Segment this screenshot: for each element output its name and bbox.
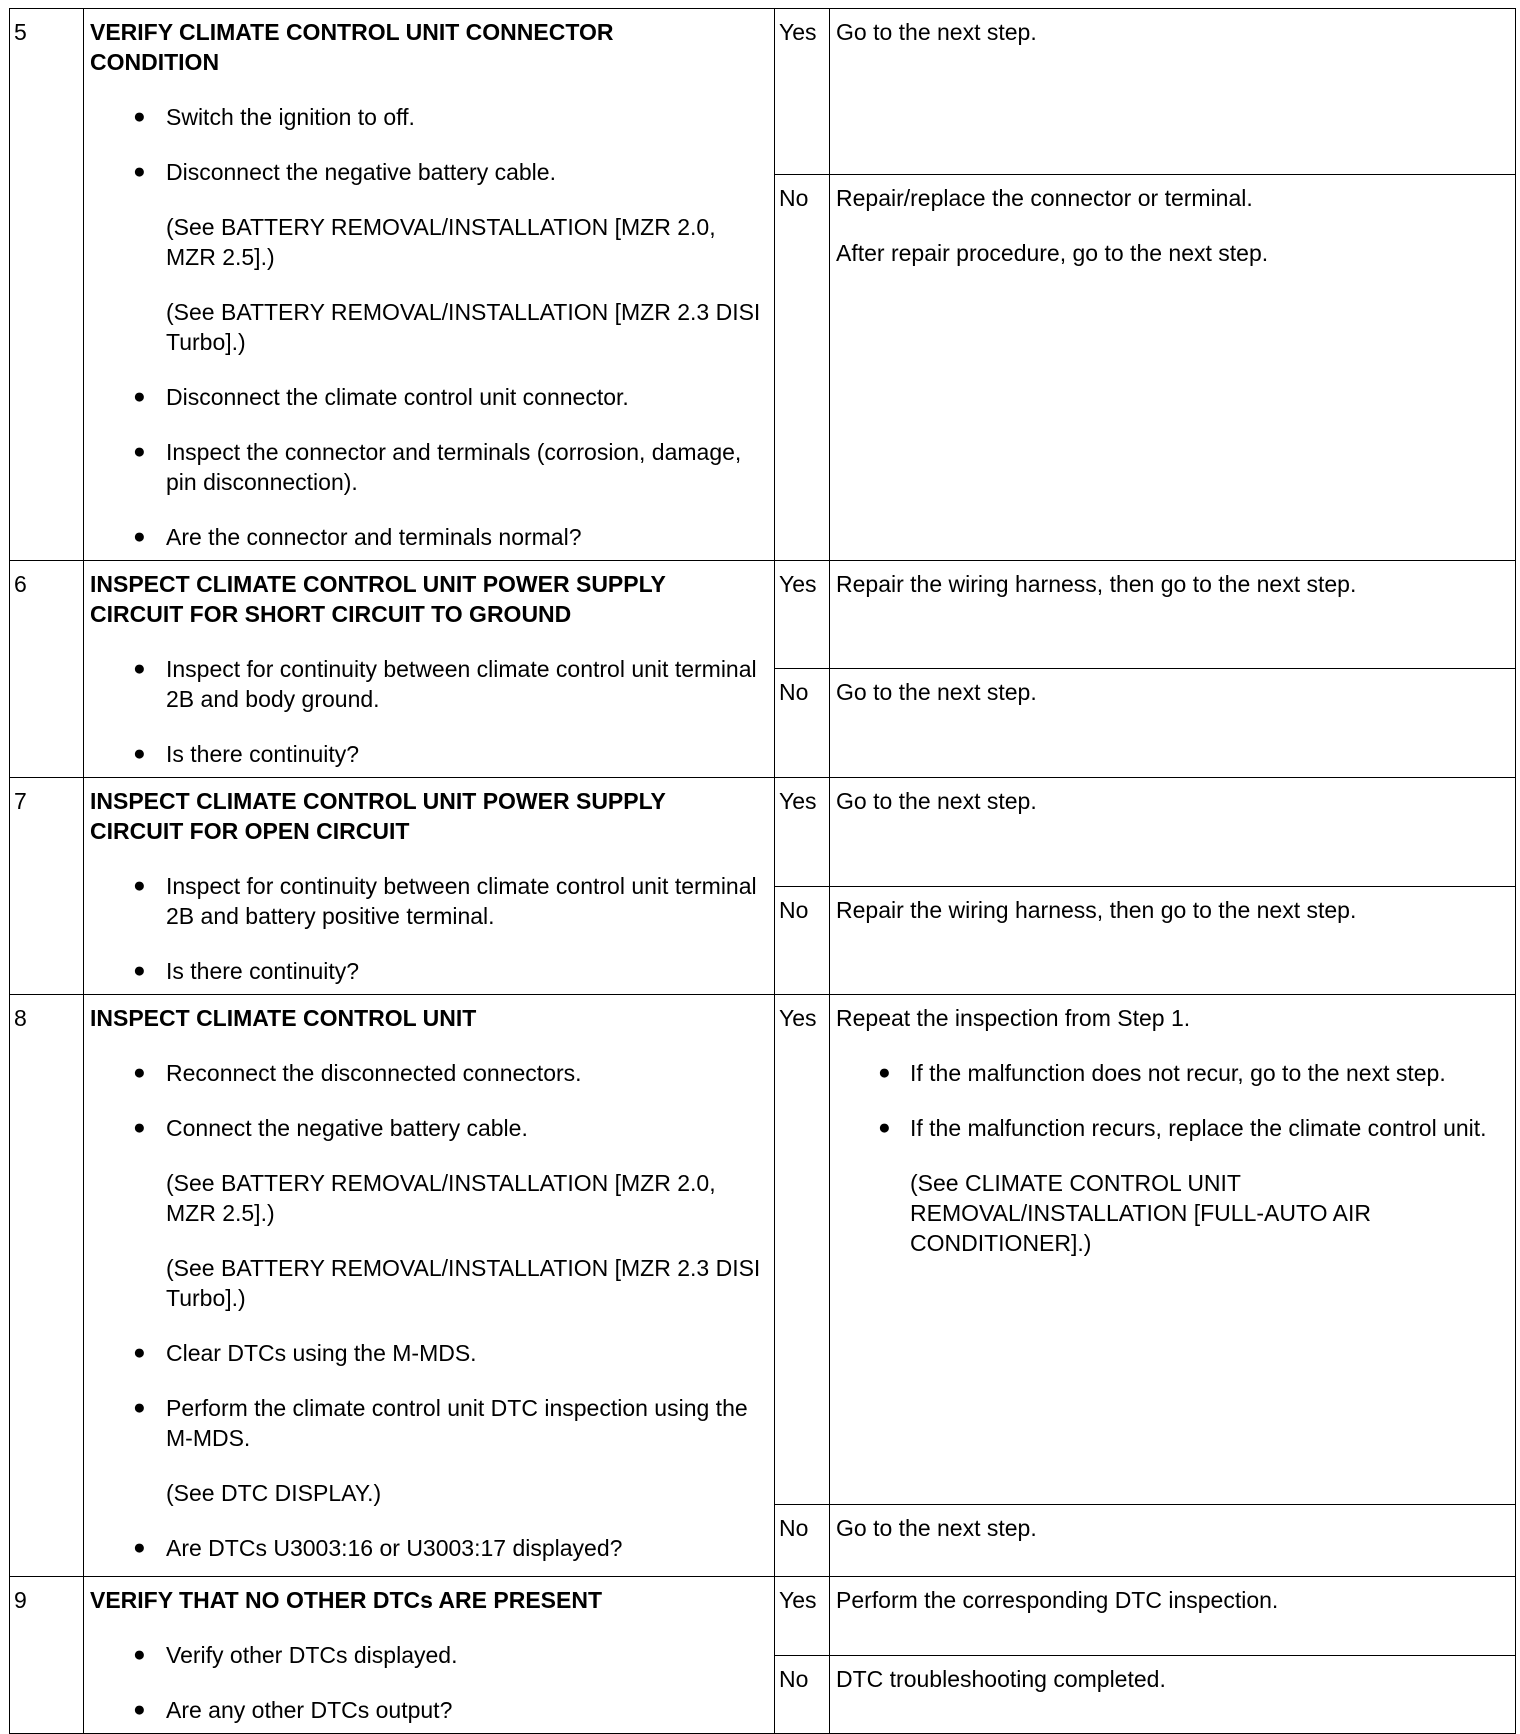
step-bullet-list [90, 1533, 764, 1563]
step-bullet-list [90, 382, 764, 552]
list-item: ● Is there continuity? [90, 739, 764, 769]
step-bullet-list [90, 654, 764, 769]
step-title: INSPECT CLIMATE CONTROL UNIT POWER SUPPLY CIRCUIT FOR SHORT CIRCUIT TO GROUND [90, 571, 666, 627]
step-bullet-list [90, 102, 764, 187]
list-item: ● Disconnect the climate control unit connector. [90, 382, 764, 412]
reference-note: (See BATTERY REMOVAL/INSTALLATION [MZR 2.3 DISI Turbo].) [166, 1255, 761, 1311]
no-action: DTC troubleshooting completed. [830, 1656, 1516, 1734]
no-label: No [775, 668, 830, 777]
reference-note: (See BATTERY REMOVAL/INSTALLATION [MZR 2.0, MZR 2.5].) [166, 1170, 716, 1226]
no-label: No [775, 1505, 830, 1577]
list-item: ● Reconnect the disconnected connectors. [90, 1058, 764, 1088]
step-number: 6 [10, 561, 84, 778]
no-label: No [775, 1656, 830, 1734]
list-item: ● Perform the climate control unit DTC inspection using the M-MDS. [90, 1393, 764, 1453]
step-procedure [84, 9, 775, 561]
list-item: ● Inspect for continuity between climate control unit terminal 2B and body ground. [90, 654, 764, 714]
reference-note: (See DTC DISPLAY.) [166, 1480, 382, 1506]
no-label: No [775, 886, 830, 995]
step-procedure [84, 995, 775, 1577]
step-procedure [84, 778, 775, 995]
step-procedure [84, 561, 775, 778]
step-bullet-list [90, 1338, 764, 1453]
no-action: Repair the wiring harness, then go to the next step. [830, 886, 1516, 995]
step-number: 9 [10, 1577, 84, 1734]
step-8-yes-row [10, 995, 1516, 1505]
yes-label: Yes [775, 778, 830, 887]
step-5-yes-row [10, 9, 1516, 175]
yes-action: Repeat the inspection from Step 1. ● If the malfunction does not recur, go to the next step. ● If the malfunction recurs, replace the climate control unit. (See CLIMATE CONTROL UNIT REMOVAL/INSTALLATION [FULL-AUTO AIR CONDITIONER].) [830, 995, 1516, 1505]
step-number: 8 [10, 995, 84, 1577]
step-number: 5 [10, 9, 84, 561]
list-item: ● If the malfunction does not recur, go to the next step. [836, 1058, 1505, 1088]
list-item: ● Disconnect the negative battery cable. [90, 157, 764, 187]
step-title: INSPECT CLIMATE CONTROL UNIT POWER SUPPLY CIRCUIT FOR OPEN CIRCUIT [90, 788, 666, 844]
list-item: ● If the malfunction recurs, replace the climate control unit. [836, 1113, 1505, 1143]
step-title: VERIFY CLIMATE CONTROL UNIT CONNECTOR CONDITION [90, 19, 614, 75]
yes-label: Yes [775, 9, 830, 175]
step-bullet-list [90, 871, 764, 986]
yes-label: Yes [775, 1577, 830, 1656]
list-item: ● Are DTCs U3003:16 or U3003:17 displayed? [90, 1533, 764, 1563]
step-6-yes-row [10, 561, 1516, 669]
step-7-yes-row [10, 778, 1516, 887]
step-number: 7 [10, 778, 84, 995]
yes-bullet-list [836, 1058, 1505, 1143]
reference-note: (See BATTERY REMOVAL/INSTALLATION [MZR 2.0, MZR 2.5].) [166, 214, 716, 270]
yes-action: Go to the next step. [830, 9, 1516, 175]
step-title: INSPECT CLIMATE CONTROL UNIT [90, 1005, 477, 1031]
no-label: No [775, 175, 830, 561]
reference-note: (See CLIMATE CONTROL UNIT REMOVAL/INSTALLATION [FULL-AUTO AIR CONDITIONER].) [910, 1170, 1371, 1256]
yes-label: Yes [775, 995, 830, 1505]
list-item: ● Are the connector and terminals normal? [90, 522, 764, 552]
diagnostic-procedure-table [9, 8, 1516, 1734]
yes-action: Perform the corresponding DTC inspection. [830, 1577, 1516, 1656]
list-item: ● Is there continuity? [90, 956, 764, 986]
step-9-yes-row [10, 1577, 1516, 1656]
list-item: ● Connect the negative battery cable. [90, 1113, 764, 1143]
list-item: ● Are any other DTCs output? [90, 1695, 764, 1725]
step-bullet-list [90, 1058, 764, 1143]
step-title: VERIFY THAT NO OTHER DTCs ARE PRESENT [90, 1587, 603, 1613]
yes-action: Go to the next step. [830, 778, 1516, 887]
no-action: Repair/replace the connector or terminal. After repair procedure, go to the next step. [830, 175, 1516, 561]
no-action: Go to the next step. [830, 1505, 1516, 1577]
reference-note: (See BATTERY REMOVAL/INSTALLATION [MZR 2.3 DISI Turbo].) [166, 299, 761, 355]
list-item: ● Verify other DTCs displayed. [90, 1640, 764, 1670]
list-item: ● Switch the ignition to off. [90, 102, 764, 132]
yes-label: Yes [775, 561, 830, 669]
list-item: ● Inspect the connector and terminals (corrosion, damage, pin disconnection). [90, 437, 764, 497]
list-item: ● Clear DTCs using the M-MDS. [90, 1338, 764, 1368]
yes-action: Repair the wiring harness, then go to the next step. [830, 561, 1516, 669]
step-bullet-list [90, 1640, 764, 1725]
no-action: Go to the next step. [830, 668, 1516, 777]
list-item: ● Inspect for continuity between climate control unit terminal 2B and battery positive terminal. [90, 871, 764, 931]
